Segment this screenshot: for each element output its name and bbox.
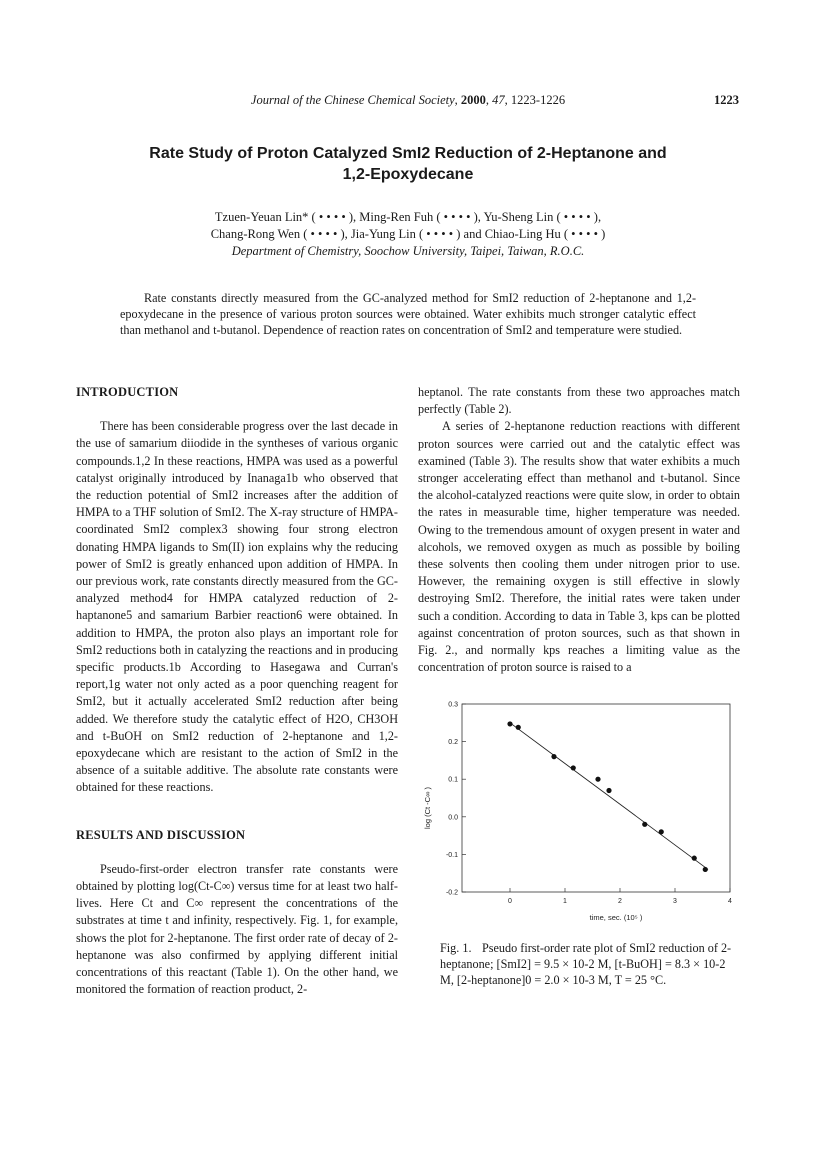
- authors-line-1: Tzuen-Yeuan Lin* ( • • • • ), Ming-Ren Fuh ( • • • • ), Yu-Sheng Lin ( • • • • ),: [214, 210, 602, 224]
- right-paragraph-2: A series of 2-heptanone reduction reactions with different proton sources were carried out and the catalytic effect was examined (Table 3). The results show that water exhibits a much stronger accelerating effect than methanol and t-butanol. Since the alcohol-catalyzed reactions were quite slow, in order to obtain the rates in measurable time, higher temperature was needed. Owing to the tremendous amount of oxygen present in water and alcohols, we removed oxygen as much as possible by boiling these solvents then cooling them under nitrogen prior to use. However, the remaining oxygen is still effective in slowly destroying SmI2. Therefore, the initial rates were taken under such a condition. According to data in Table 3, kps can be plotted against concentration of proton sources, such as that shown in Fig. 2., and normally kps reaches a limiting value as the concentration of proton source is raised to a: [418, 419, 740, 675]
- paper-title: [120, 143, 696, 185]
- right-column: [418, 384, 740, 676]
- y-tick-label: 0.2: [448, 739, 458, 747]
- data-point: [571, 765, 576, 770]
- x-tick-label: 1: [563, 898, 567, 905]
- journal-name: Journal of the Chinese Chemical Society: [250, 93, 455, 107]
- x-tick-label: 0: [508, 898, 512, 905]
- page-number: 1223: [714, 93, 739, 107]
- data-point: [659, 829, 664, 834]
- caption-label: Fig. 1.: [440, 941, 472, 955]
- caption-text: Pseudo first-order rate plot of SmI2 reduction of 2-heptanone; [SmI2] = 9.5 × 10-2 M, [t-BuOH] = 8.3 × 10-2 M, [2-heptanone]0 = 2.0 × 10-3 M, T = 25 °C.: [440, 941, 732, 987]
- results-paragraph: Pseudo-first-order electron transfer rate constants were obtained by plotting log(Ct-C∞) versus time for at least two half-lives. Here Ct and C∞ represent the concentrations of the substrates at time t and infinity, respectively. Fig. 1, for example, shows the plot for 2-heptanone. The first order rate of decay of 2-heptanone was also confirmed by applying different initial concentrations of this reactant (Table 1). On the other hand, we monitored the formation of reaction product, 2-: [76, 861, 398, 997]
- author-block: [100, 209, 716, 260]
- title-line-1: Rate Study of Proton Catalyzed SmI2 Reduction of 2-Heptanone and: [149, 145, 667, 162]
- abstract: Rate constants directly measured from the GC-analyzed method for SmI2 reduction of 2-heptanone and 1,2-epoxydecane in the presence of various proton sources were obtained. Water exhibits much stronger catalytic effect than methanol and t-butanol. Dependence of reaction rates on concentration of SmI2 and temperature were studied.: [120, 291, 696, 337]
- journal-volume: 47: [492, 93, 505, 107]
- left-column: [76, 384, 398, 999]
- right-paragraph-1: heptanol. The rate constants from these two approaches match perfectly (Table 2).: [418, 385, 740, 417]
- plot-frame: [462, 704, 730, 892]
- title-line-2: 1,2-Epoxydecane: [342, 166, 474, 183]
- journal-header: Journal of the Chinese Chemical Society, 2000, 47, 1223-1226: [250, 93, 566, 107]
- axis-ticks: [446, 702, 732, 906]
- data-point: [516, 725, 521, 730]
- y-tick-label: 0.1: [448, 776, 458, 784]
- results-heading: RESULTS AND DISCUSSION: [76, 827, 246, 842]
- affiliation: Department of Chemistry, Soochow University, Taipei, Taiwan, R.O.C.: [231, 244, 585, 258]
- y-tick-label: 0.0: [448, 814, 458, 822]
- figure-1: [418, 696, 748, 936]
- authors-line-2: Chang-Rong Wen ( • • • • ), Jia-Yung Lin ( • • • • ) and Chiao-Ling Hu ( • • • • ): [210, 227, 606, 241]
- data-point: [642, 822, 647, 827]
- x-tick-label: 2: [618, 898, 622, 905]
- y-tick-label: -0.2: [445, 889, 458, 897]
- introduction-paragraph: There has been considerable progress over the last decade in the use of samarium diiodide in the syntheses of various organic compounds.1,2 In these reactions, HMPA was used as a powerful catalyst originally introduced by Inanaga1b who observed that the reduction potential of SmI2 increases after the addition of HMPA to a THF solution of SmI2. The X-ray structure of HMPA-coordinated SmI2 complex3 showing four strong electron donating HMPA ligands to Sm(II) ion explains why the reducing power of SmI2 is greatly enhanced upon addition of HMPA. In our previous work, rate constants directly measured from the GC-analyzed method4 for HMPA catalyzed reduction of 2-haptanone5 and samarium Barbier reaction6 were obtained. In addition to HMPA, the proton also plays an important role for SmI2 reductions both in catalyzing the reactions and in producing specific products.1b According to Hasegawa and Curran's report,1g water not only acted as a poor quenching reagent for SmI2, but it actually accelerated SmI2 reduction after being added. We therefore study the catalytic effect of H2O, CH3OH and t-BuOH on SmI2 reduction of 2-heptanone and 1,2-epoxydecane which are resistant to the action of SmI2 in the absence of a suitable additive. The absolute rate constants were obtained for these reactions.: [76, 419, 398, 795]
- y-tick-label: -0.1: [445, 851, 458, 859]
- x-axis-label: time, sec. (10⁵ ): [589, 913, 643, 922]
- y-tick-label: 0.3: [448, 701, 458, 709]
- data-point: [606, 788, 611, 793]
- data-point: [703, 867, 708, 872]
- data-points: [507, 721, 707, 872]
- y-axis-label: log (Ct -C∞ ): [423, 786, 432, 830]
- data-point: [595, 777, 600, 782]
- figure-1-chart: [418, 696, 748, 936]
- figure-1-caption: [440, 940, 740, 988]
- data-point: [551, 754, 556, 759]
- journal-year: 2000: [460, 93, 486, 107]
- journal-pages: 1223-1226: [510, 93, 566, 107]
- introduction-heading: INTRODUCTION: [76, 385, 179, 399]
- x-tick-label: 3: [673, 898, 677, 905]
- data-point: [692, 856, 697, 861]
- data-point: [507, 721, 512, 726]
- fit-line: [510, 723, 708, 870]
- x-tick-label: 4: [728, 898, 732, 905]
